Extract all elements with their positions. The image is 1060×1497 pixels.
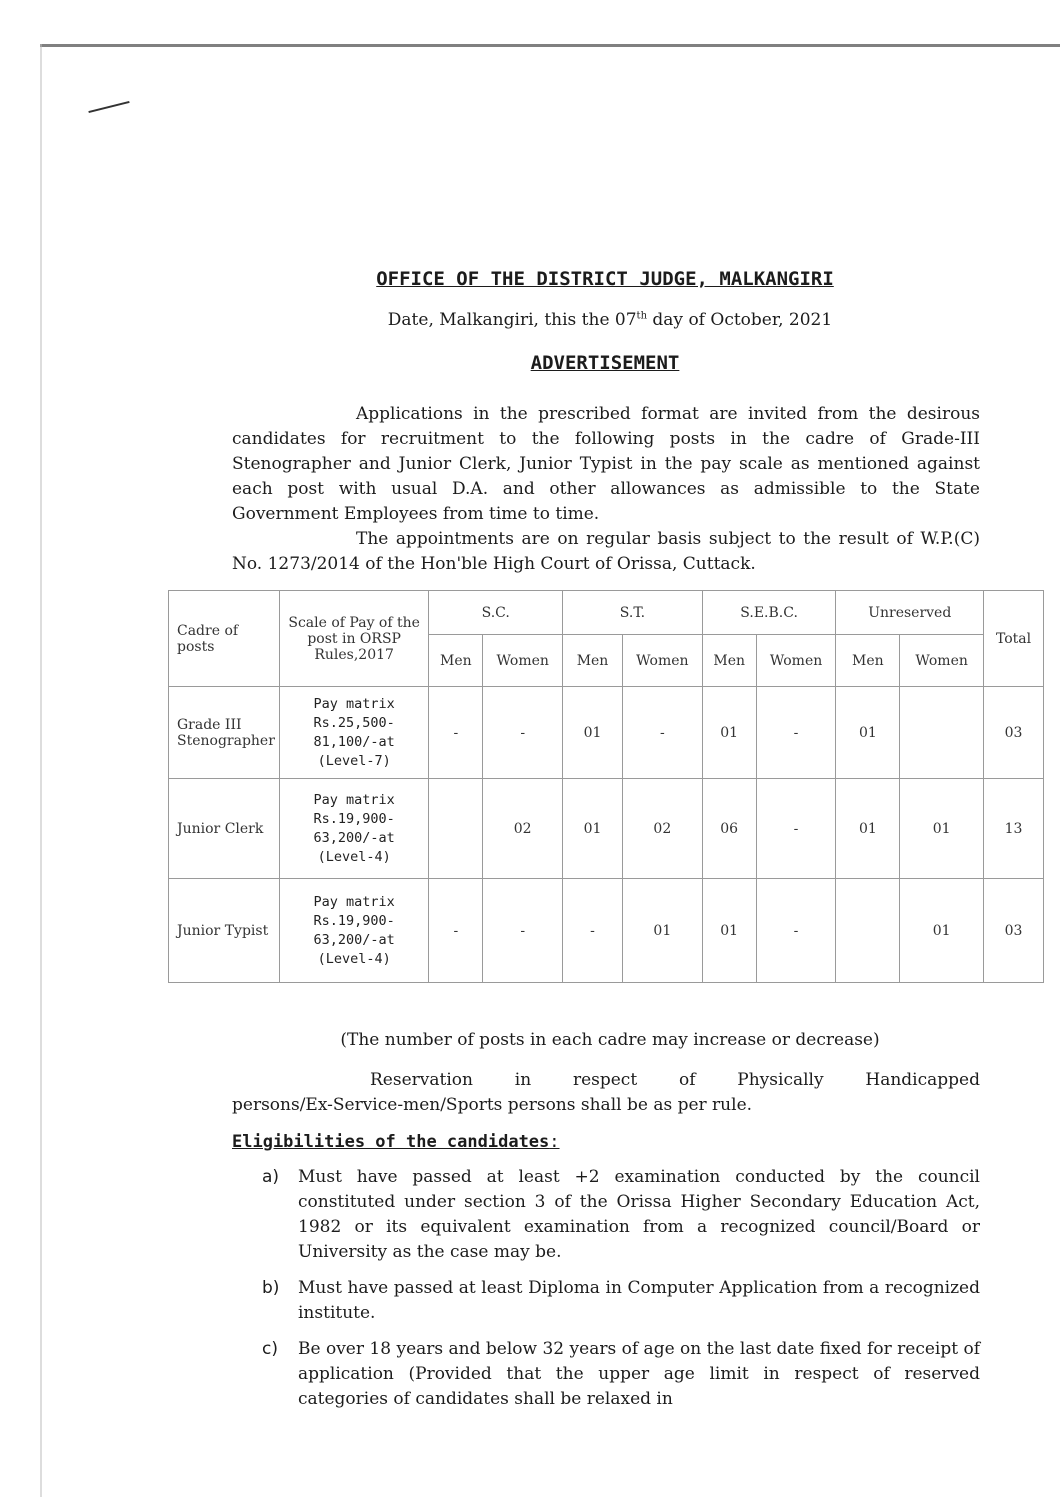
cell-sebc-women: - [756,687,836,779]
eligibility-marker: b) [262,1278,280,1298]
cell-scale: Pay matrix Rs.19,900-63,200/-at (Level-4) [279,879,428,983]
cell-st-men: 01 [563,687,623,779]
cell-ur-women: 01 [900,779,984,879]
eligibility-marker: a) [262,1167,280,1187]
cell-sebc-men: 06 [702,779,756,879]
cell-cadre: Grade III Stenographer [169,687,280,779]
eligibility-item [262,1276,980,1326]
intro-paragraph-2-text: The appointments are on regular basis subject to the result of W.P.(C) No. 1273/2014 of the Hon'ble High Court of Orissa, Cuttack. [232,529,980,574]
cell-ur-men: 01 [836,687,900,779]
header-sebc: S.E.B.C. [702,591,836,635]
header-sebc-women: Women [756,635,836,687]
header-ur-men: Men [836,635,900,687]
eligibility-text: Must have passed at least Diploma in Computer Application from a recognized institute. [298,1278,980,1323]
eligibility-item [262,1165,980,1265]
cell-sc-women: - [483,879,563,983]
header-sebc-men: Men [702,635,756,687]
header-st-women: Women [622,635,702,687]
eligibility-text: Be over 18 years and below 32 years of age on the last date fixed for receipt of application (Provided that the upper age limit in respect of reserved categories of candidates shall be relaxed in [298,1339,980,1409]
reservation-line-2: persons/Ex-Service-men/Sports persons shall be as per rule. [232,1095,753,1115]
date-prefix: Date, Malkangiri, this the 07 [387,310,637,330]
header-scale: Scale of Pay of the post in ORSP Rules,2017 [279,591,428,687]
reservation-word: respect [572,1070,638,1090]
cell-sc-men: - [429,687,483,779]
intro-paragraph-2 [232,527,980,577]
eligibility-heading [232,1132,560,1152]
cell-ur-women: 01 [900,879,984,983]
cell-sebc-men: 01 [702,687,756,779]
posts-note: (The number of posts in each cadre may increase or decrease) [340,1030,880,1050]
cell-st-men: 01 [563,779,623,879]
header-st: S.T. [563,591,703,635]
date-line [0,310,1060,330]
intro-paragraph-1 [232,402,980,527]
cell-st-women: 02 [622,779,702,879]
header-sc-men: Men [429,635,483,687]
cell-sc-men: - [429,879,483,983]
reservation-word: Handicapped [865,1070,980,1090]
date-superscript: th [636,310,648,322]
advertisement-title: ADVERTISEMENT [530,352,680,374]
eligibility-heading-colon: : [549,1132,560,1152]
cell-cadre: Junior Typist [169,879,280,983]
pen-mark [88,101,129,113]
cell-st-women: 01 [622,879,702,983]
table-header-row [169,591,1044,635]
header-sc: S.C. [429,591,563,635]
scan-border-left [40,44,42,1497]
posts-table [168,590,1044,983]
scan-border-top [40,44,1060,47]
reservation-word: in [514,1070,532,1090]
cell-total: 03 [984,687,1044,779]
office-title: OFFICE OF THE DISTRICT JUDGE, MALKANGIRI [376,268,834,290]
cell-st-women: - [622,687,702,779]
header-st-men: Men [563,635,623,687]
cell-scale: Pay matrix Rs.25,500-81,100/-at (Level-7) [279,687,428,779]
cell-st-men: - [563,879,623,983]
cell-sc-men [429,779,483,879]
cell-total: 03 [984,879,1044,983]
eligibility-item [262,1337,980,1412]
reservation-word: Physically [737,1070,824,1090]
eligibility-heading-text: Eligibilities of the candidates [232,1132,550,1152]
header-unreserved: Unreserved [836,591,984,635]
reservation-line-1 [232,1068,980,1093]
table-row [169,879,1044,983]
cell-scale: Pay matrix Rs.19,900-63,200/-at (Level-4) [279,779,428,879]
header-ur-women: Women [900,635,984,687]
header-cadre: Cadre of posts [169,591,280,687]
cell-sebc-women: - [756,779,836,879]
reservation-word: Reservation [370,1070,473,1090]
eligibility-text: Must have passed at least +2 examination conducted by the council constituted under section 3 of the Orissa Higher Secondary Education Act, 1982 or its equivalent examination from a recognized council/Board or University as the case may be. [298,1167,980,1262]
cell-sebc-women: - [756,879,836,983]
eligibility-marker: c) [262,1339,278,1359]
table-row [169,687,1044,779]
header-total: Total [984,591,1044,687]
cell-cadre: Junior Clerk [169,779,280,879]
cell-ur-men: 01 [836,779,900,879]
intro-paragraph-1-text: Applications in the prescribed format are invited from the desirous candidates for recruitment to the following posts in the cadre of Grade-III Stenographer and Junior Clerk, Junior Typist in the pay scale as mentioned against each post with usual D.A. and other allowances as admissible to the State Government Employees from time to time. [232,404,980,524]
reservation-paragraph [232,1068,980,1118]
cell-ur-women [900,687,984,779]
reservation-word: of [678,1070,696,1090]
cell-total: 13 [984,779,1044,879]
cell-sc-women: - [483,687,563,779]
header-sc-women: Women [483,635,563,687]
cell-ur-men [836,879,900,983]
date-suffix: day of October, 2021 [647,310,833,330]
cell-sc-women: 02 [483,779,563,879]
cell-sebc-men: 01 [702,879,756,983]
table-row [169,779,1044,879]
